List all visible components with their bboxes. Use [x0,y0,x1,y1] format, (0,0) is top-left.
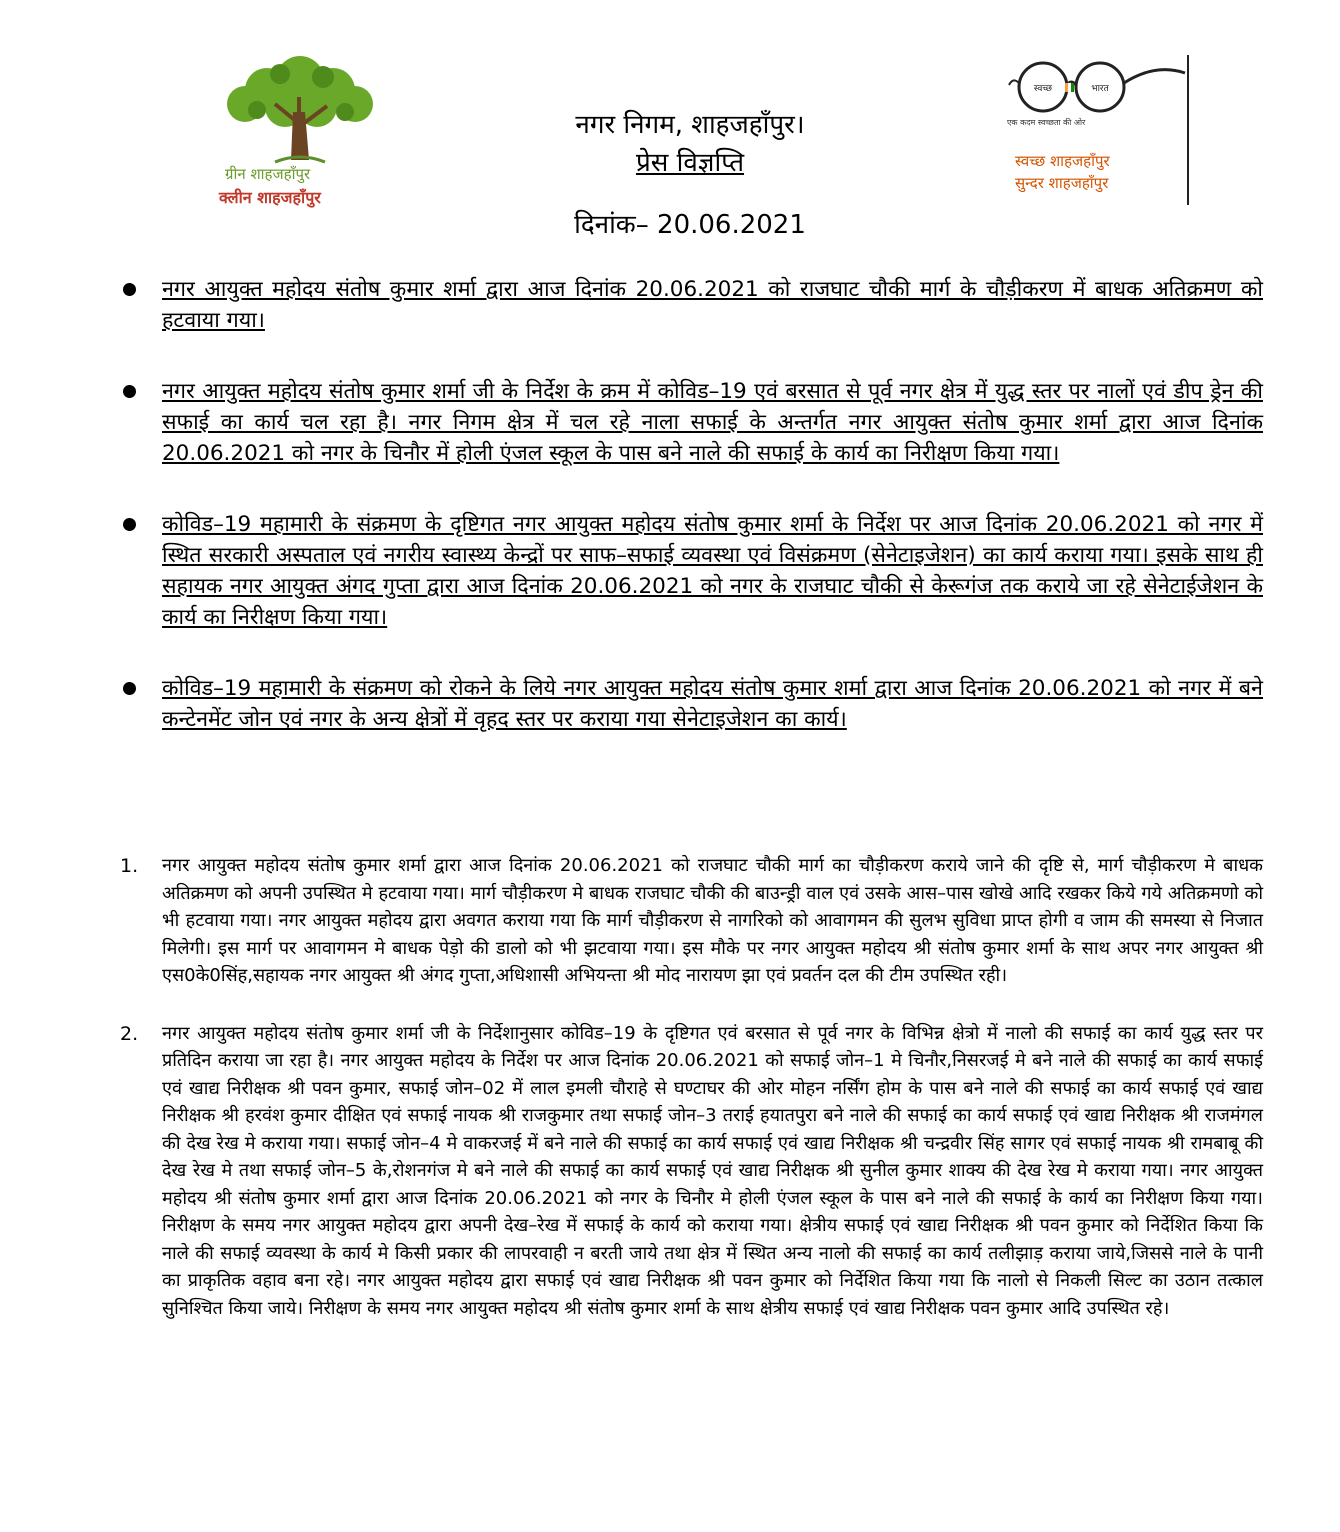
divider-line [1187,55,1189,205]
swachh-bharat-logo [1005,55,1190,205]
bullet-icon [123,283,136,296]
bullet-text: कोविड–19 महामारी के संक्रमण के दृष्टिगत नगर आयुक्त महोदय संतोष कुमार शर्मा के निर्देश पर आज दिनांक 20.06.2021 को नगर में स्थित सरकारी अस्पताल एवं नगरीय स्वास्थ्य केन्द्रों पर साफ–सफाई व्यवस्था एवं विसंक्रमण (सेनेटाइजेशन) का कार्य कराया गया। इसके साथ ही सहायक नगर आयुक्त अंगद गुप्ता द्वारा आज दिनांक 20.06.2021 को नगर के राजघाट चौकी से केरूगंज तक कराये जा रहे सेनेटाईजेशन के कार्य का निरीक्षण किया गया। [162,512,1263,630]
logo-tagline: एक कदम स्वच्छता की ओर [1007,118,1086,127]
details-list [118,852,1263,1352]
glass-right-text: भारत [1091,84,1109,94]
list-item [118,274,1263,336]
bullet-text: नगर आयुक्त महोदय संतोष कुमार शर्मा द्वारा आज दिनांक 20.06.2021 को राजघाट चौकी मार्ग के चौड़ीकरण में बाधक अतिक्रमण को हटवाया गया। [162,277,1263,333]
bullet-icon [123,385,136,398]
bullet-text: नगर आयुक्त महोदय संतोष कुमार शर्मा जी के निर्देश के क्रम में कोविड–19 एवं बरसात से पूर्व नगर क्षेत्र में युद्ध स्तर पर नालों एवं डीप ड्रेन की सफाई का कार्य चल रहा है। नगर निगम क्षेत्र में चल रहे नाला सफाई के अन्तर्गत नगर आयुक्त संतोष कुमार शर्मा द्वारा आज दिनांक 20.06.2021 को नगर के चिनौर में होली एंजल स्कूल के पास बने नाले की सफाई के कार्य का निरीक्षण किया गया। [162,379,1263,466]
list-item [118,1020,1263,1323]
list-item [118,852,1263,990]
press-release-heading: प्रेस विज्ञप्ति [635,148,745,178]
glass-left-text: स्वच्छ [1033,84,1053,94]
green-shahjahanpur-logo [205,52,395,207]
bullet-icon [123,682,136,695]
page-title: नगर निगम, शाहजहाँपुर। [575,110,805,140]
item-number: 2. [120,1022,139,1045]
logo-caption-green: ग्रीन शाहजहाँपुर [225,165,311,183]
tree-icon [205,52,395,167]
release-date: दिनांक– 20.06.2021 [574,210,806,240]
paragraph-text: नगर आयुक्त महोदय संतोष कुमार शर्मा जी के निर्देशानुसार कोविड–19 के दृष्टिगत एवं बरसात से पूर्व नगर के विभिन्न क्षेत्रो में नालो की सफाई का कार्य युद्ध स्तर पर प्रतिदिन कराया जा रहा है। नगर आयुक्त महोदय के निर्देश पर आज दिनांक 20.06.2021 को सफाई जोन–1 मे चिनौर,निसरजई मे बने नाले की सफाई का कार्य सफाई एवं खाद्य निरीक्षक श्री पवन कुमार, सफाई जोन–02 में लाल इमली चौराहे से घण्टाघर की ओर मोहन नर्सिंग होम के पास बने नाले की सफाई का कार्य सफाई एवं खाद्य निरीक्षक श्री हरवंश कुमार दीक्षित एवं सफाई नायक श्री राजकुमार तथा सफाई जोन–3 तराई हयातपुरा बने नाले की सफाई का कार्य सफाई एवं खाद्य निरीक्षक श्री राजमंगल की देख रेख मे कराया गया। सफाई जोन–4 मे वाकरजई में बने नाले की सफाई का कार्य सफाई एवं खाद्य निरीक्षक श्री चन्द्रवीर सिंह सागर एवं सफाई नायक श्री रामबाबू की देख रेख मे तथा सफाई जोन–5 के,रोशनगंज मे बने नाले की सफाई का कार्य सफाई एवं खाद्य निरीक्षक श्री सुनील कुमार शाक्य की देख रेख मे कराया गया। नगर आयुक्त महोदय श्री संतोष कुमार शर्मा द्वारा आज दिनांक 20.06.2021 को नगर के चिनौर मे होली एंजल स्कूल के पास बने नाले की सफाई के कार्य का निरीक्षण किया गया। निरीक्षण के समय नगर आयुक्त महोदय द्वारा अपनी देख–रेख में सफाई के कार्य को कराया गया। क्षेत्रीय सफाई एवं खाद्य निरीक्षक श्री पवन कुमार को निर्देशित किया कि नाले की सफाई व्यवस्था के कार्य मे किसी प्रकार की लापरवाही न बरती जाये तथा क्षेत्र में स्थित अन्य नालो की सफाई का कार्य तलीझाड़ कराया जाये,जिससे नाले के पानी का प्राकृतिक वहाव बना रहे। नगर आयुक्त महोदय द्वारा सफाई एवं खाद्य निरीक्षक श्री पवन कुमार को निर्देशित किया गया कि नालो से निकली सिल्ट का उठान तत्काल सुनिश्चित किया जाये। निरीक्षण के समय नगर आयुक्त महोदय श्री संतोष कुमार शर्मा के साथ क्षेत्रीय सफाई एवं खाद्य निरीक्षक पवन कुमार आदि उपस्थित रहे। [162,1022,1263,1319]
logo-caption-sundar: सुन्दर शाहजहाँपुर [1015,174,1109,192]
glasses-icon [1005,55,1190,117]
logo-caption-swachh: स्वच्छ शाहजहाँपुर [1015,152,1110,170]
highlights-list [118,274,1263,775]
list-item [118,376,1263,469]
paragraph-text: नगर आयुक्त महोदय संतोष कुमार शर्मा द्वारा आज दिनांक 20.06.2021 को राजघाट चौकी मार्ग का चौड़ीकरण कराये जाने की दृष्टि से, मार्ग चौड़ीकरण मे बाधक अतिक्रमण को अपनी उपस्थित मे हटवाया गया। मार्ग चौड़ीकरण मे बाधक राजघाट चौकी की बाउन्ड्री वाल एवं उसके आस–पास खोखे आदि रखकर किये गये अतिक्रमणो को भी हटवाया गया। नगर आयुक्त महोदय द्वारा अवगत कराया गया कि मार्ग चौड़ीकरण से नागरिको को आवागमन की सुलभ सुविधा प्राप्त होगी व जाम की समस्या से निजात मिलेगी। इस मार्ग पर आवागमन मे बाधक पेड़ो की डालो को भी झटवाया गया। इस मौके पर नगर आयुक्त महोदय श्री संतोष कुमार शर्मा के साथ अपर नगर आयुक्त श्री एस0के0सिंह,सहायक नगर आयुक्त श्री अंगद गुप्ता,अधिशासी अभियन्ता श्री मोद नारायण झा एवं प्रवर्तन दल की टीम उपस्थित रही। [162,855,1263,986]
list-item [118,673,1263,735]
list-item [118,509,1263,633]
logo-caption-clean: क्लीन शाहजहाँपुर [219,188,321,207]
bullet-icon [123,518,136,531]
bullet-text: कोविड–19 महामारी के संक्रमण को रोकने के लिये नगर आयुक्त महोदय संतोष कुमार शर्मा द्वारा आज दिनांक 20.06.2021 को नगर में बने कन्टेनमेंट जोन एवं नगर के अन्य क्षेत्रों में वृहद स्तर पर कराया गया सेनेटाइजेशन का कार्य। [162,676,1263,732]
item-number: 1. [120,855,139,877]
